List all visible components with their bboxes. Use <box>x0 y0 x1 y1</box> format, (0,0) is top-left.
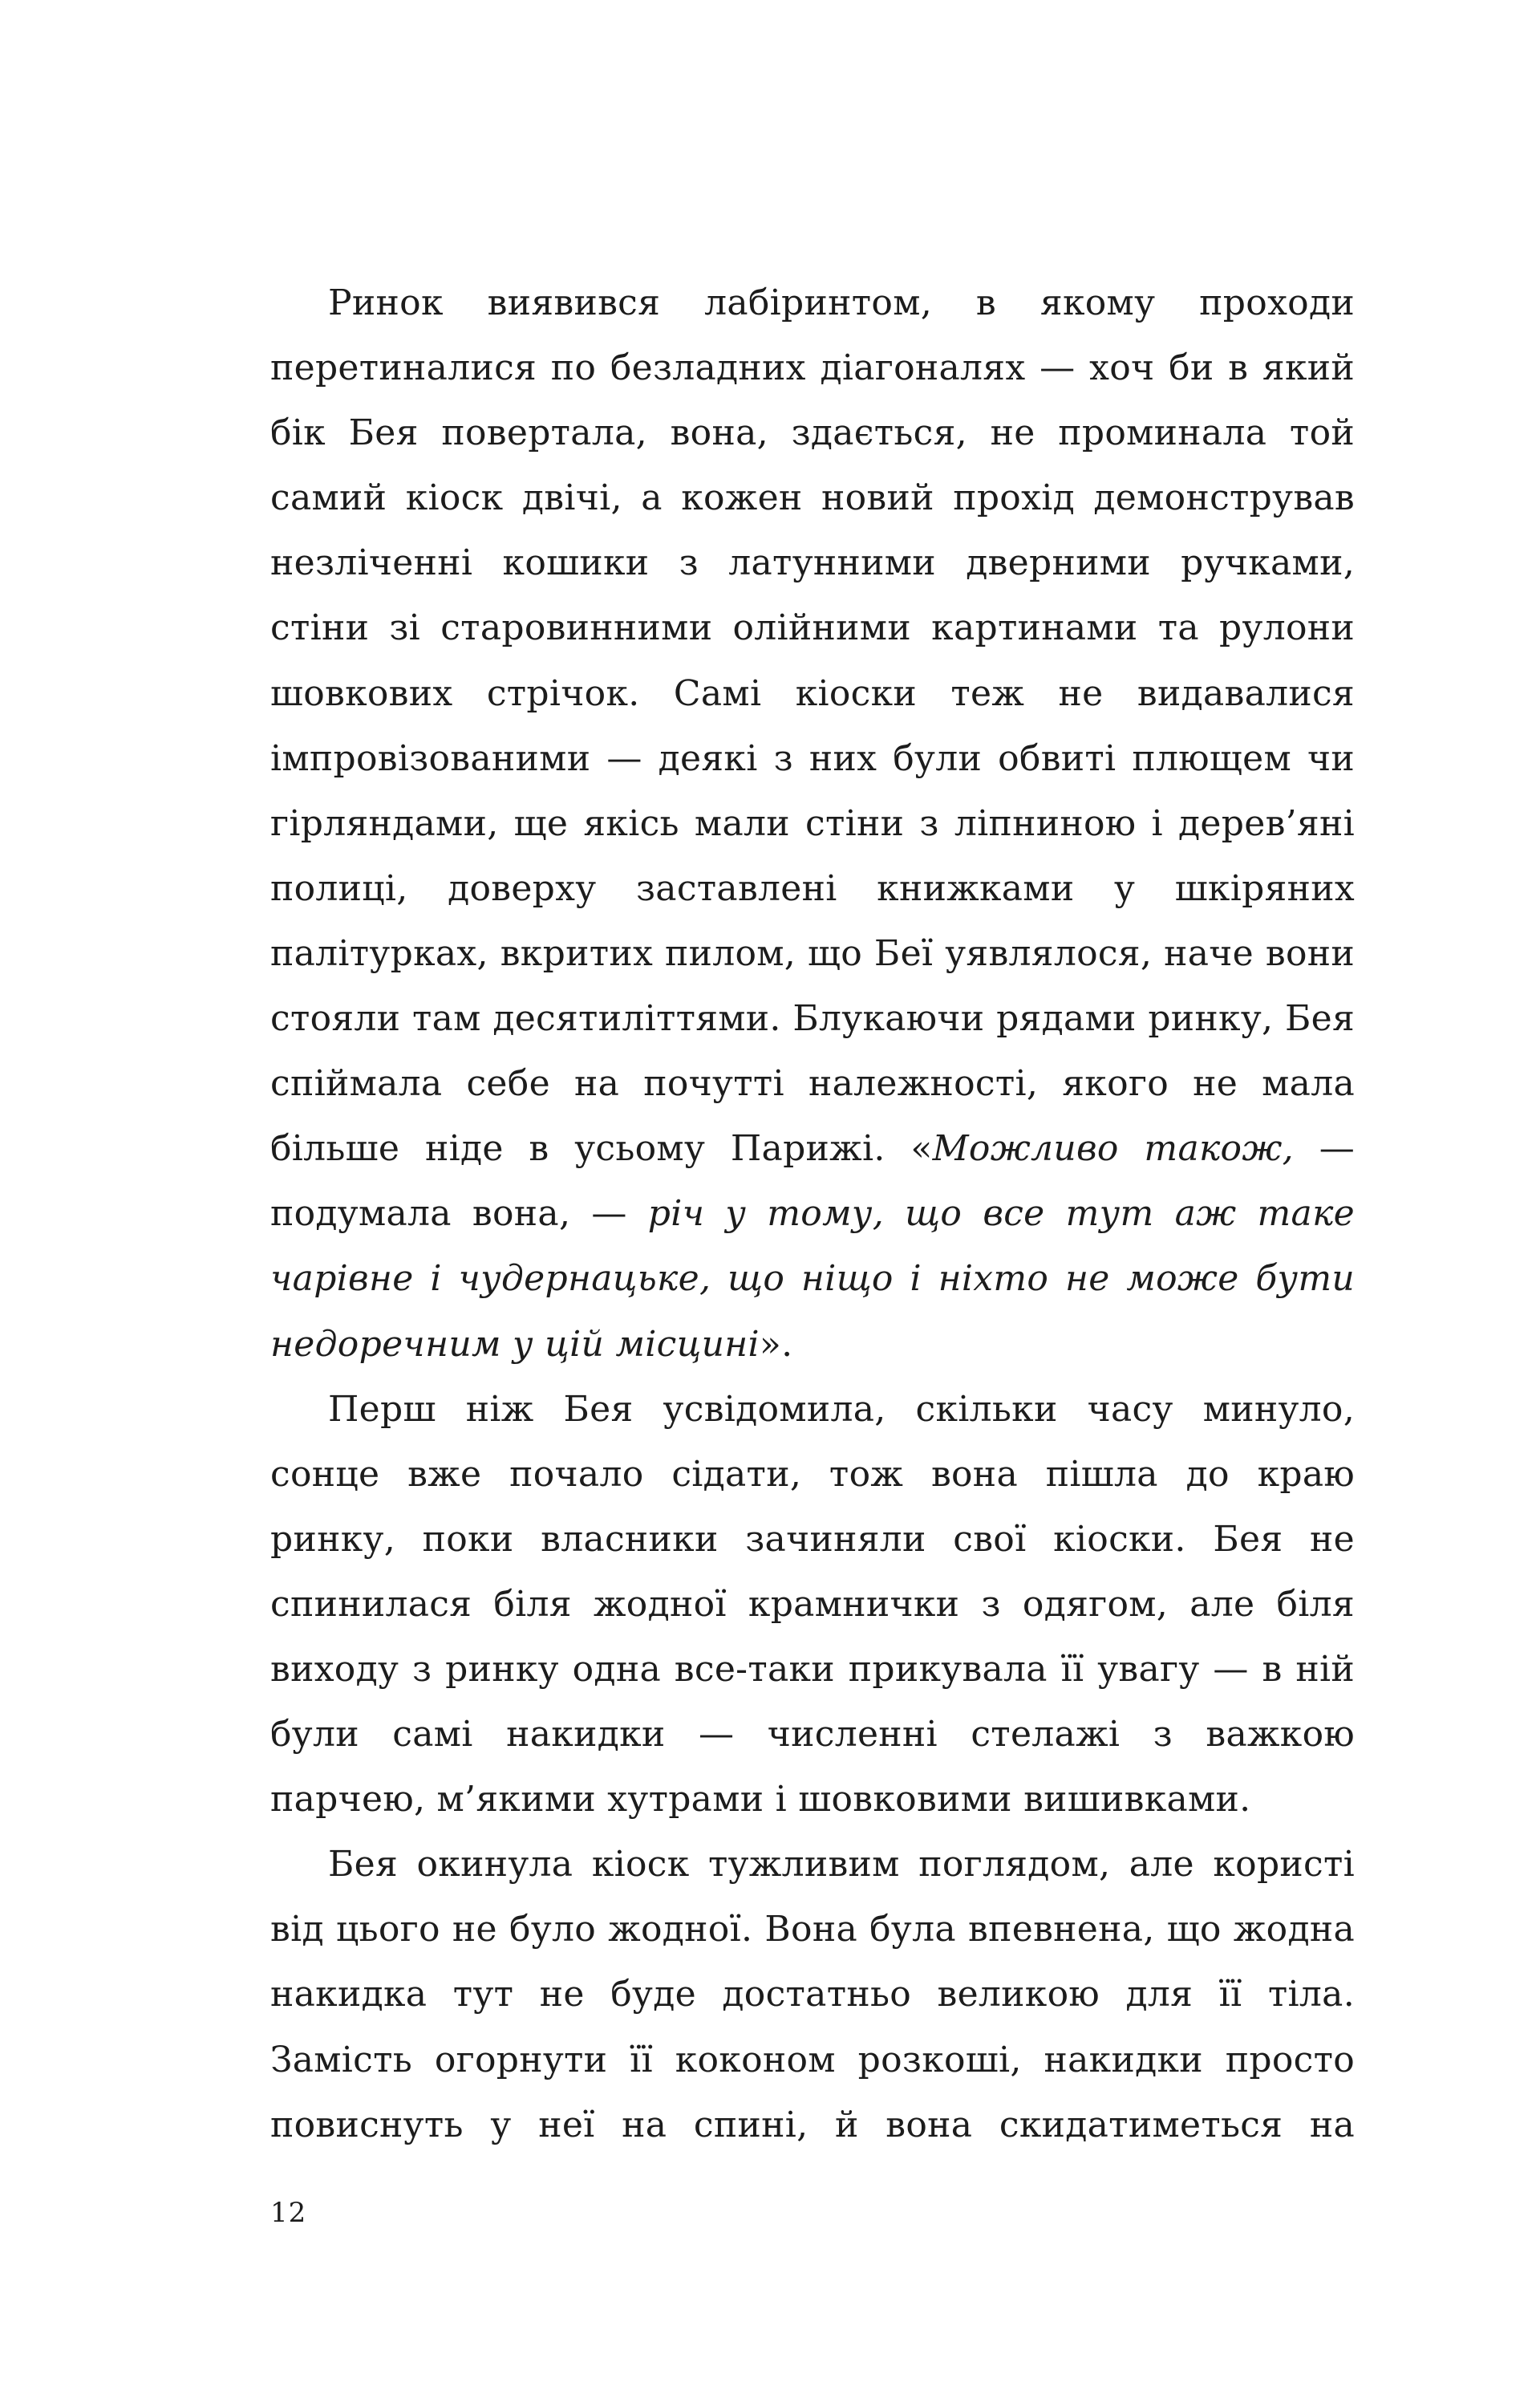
quote-close: ». <box>759 1323 793 1365</box>
paragraph-3: Бея окинула кіоск тужливим поглядом, але користі від цього не було жодної. Вона була впевнена, що жодна накидка тут не буде достатньо великою для її тіла. Замість огорнути її коконом розкоші, накидки просто повиснуть у неї на спині, й вона скидатиметься на <box>270 1844 1355 2145</box>
paragraph-2: Перш ніж Бея усвідомила, скільки часу минуло, сонце вже почало сідати, тож вона пішла до краю ринку, поки власники зачиняли свої кіоски. Бея не спинилася біля жодної крамнички з одягом, але біля виходу з ринку одна все-таки прикувала її увагу — в ній були самі накидки — численні стелажі з важкою парчею, м’якими хутрами і шовковими вишивками. <box>270 1388 1355 1821</box>
italic-quote-part-1: Можливо також, <box>932 1128 1294 1170</box>
body-text <box>270 270 1355 2157</box>
paragraph-1-text: Ринок виявився лабіринтом, в якому проходи перетиналися по безладних діагоналях — хоч би в який бік Бея повертала, вона, здається, не проминала той самий кіоск двічі, а кожен новий прохід демонстрував незліченні кошики з латунними дверними ручками, стіни зі старовинними олійними картинами та рулони шовкових стрічок. Самі кіоски теж не видавалися імпровізованими — деякі з них були обвиті плющем чи гірляндами, ще якісь мали стіни з ліпниною і дерев’яні полиці, доверху заставлені книжками у шкіряних палітурках, вкритих пилом, що Беї уявлялося, наче вони стояли там десятиліттями. Блукаючи рядами ринку, Бея спіймала себе на почутті належності, якого не мала більше ніде в усьому Парижі. « <box>270 282 1355 1170</box>
paragraph-1 <box>270 270 1355 1377</box>
page-number: 12 <box>270 2197 307 2229</box>
quote-attribution: — подумала вона, — <box>270 1128 1356 1235</box>
italic-quote-part-2: річ у тому, що все тут аж таке чарівне і чудернацьке, що ніщо і ніхто не може бути недоречним у цій місцині <box>270 1193 1355 1365</box>
